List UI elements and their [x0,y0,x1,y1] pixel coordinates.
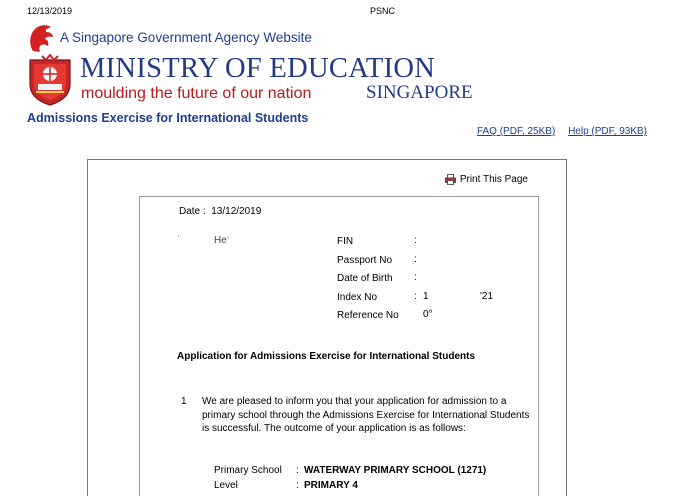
letter-frame [87,159,567,496]
info-row-reference [337,309,537,339]
date-label: Date : [179,206,206,217]
print-page-label: Print This Page [459,174,528,185]
info-label: Index No [337,291,378,303]
info-label: Passport No [337,254,393,266]
print-page-link[interactable] [445,174,528,185]
letter-body: Date : 13/12/2019 ˈ Heˑ FIN : Passport No : Date of Birth : Index No : 1 '21 Reference No 0° Application for Admissions Exercise for International Students 1 We are pleased to inform you that your application for admission to a primary school through the Admissions Exercise for International Students is successful. The outcome of your application is as follows: Primary School : WATERWAY PRIMARY SCHOOL (1271) Level : PRIMARY 4 [139,196,539,496]
info-label: Date of Birth [337,273,393,284]
info-label: Reference No [337,310,399,321]
page-title: Admissions Exercise for International Students [27,111,309,125]
info-value-suffix: '21 [480,290,494,302]
paragraph-text: We are pleased to inform you that your application for admission to a primary school through the Admissions Exercise for International Students is successful. The outcome of your application is as follows: [202,396,530,434]
agency-text: A Singapore Government Agency Website [60,30,312,45]
faq-link[interactable]: FAQ (PDF, 25KB) [476,126,556,137]
moe-tagline: moulding the future of our nation [81,85,312,102]
info-label: FIN [337,236,354,247]
printer-icon [445,174,456,185]
result-value: WATERWAY PRIMARY SCHOOL (1271) [304,465,487,476]
letter-date [179,206,261,217]
print-date: 12/13/2019 [27,6,73,16]
lion-head-icon [27,23,55,53]
student-info [337,235,537,339]
info-row-fin: FIN : [337,235,417,247]
agency-banner [24,22,344,54]
student-name-fragment-2: Heˑ [214,235,230,246]
moe-title: MINISTRY OF EDUCATION [80,53,436,84]
info-row-dob: Date of Birth : [337,272,417,284]
student-name-fragment: ˈ [177,235,181,246]
result-label: Primary School [214,465,282,476]
application-title: Application for Admissions Exercise for International Students [177,351,476,362]
result-value: PRIMARY 4 [304,479,358,491]
help-link[interactable]: Help (PDF, 93KB) [568,126,647,137]
print-header [0,6,683,18]
top-links [467,126,647,137]
date-value: 13/12/2019 [211,206,262,217]
print-title: PSNC [370,6,396,16]
result-label: Level [214,479,238,491]
info-row-index: Index No : 1 '21 [337,290,494,303]
info-value: 0° [423,309,433,320]
info-value: 1 [423,290,429,302]
info-row-passport: Passport No : [337,253,417,266]
paragraph-number: 1 [181,396,187,407]
moe-crest-icon [26,54,74,106]
moe-logo[interactable] [24,53,473,108]
moe-country: SINGAPORE [366,82,473,103]
